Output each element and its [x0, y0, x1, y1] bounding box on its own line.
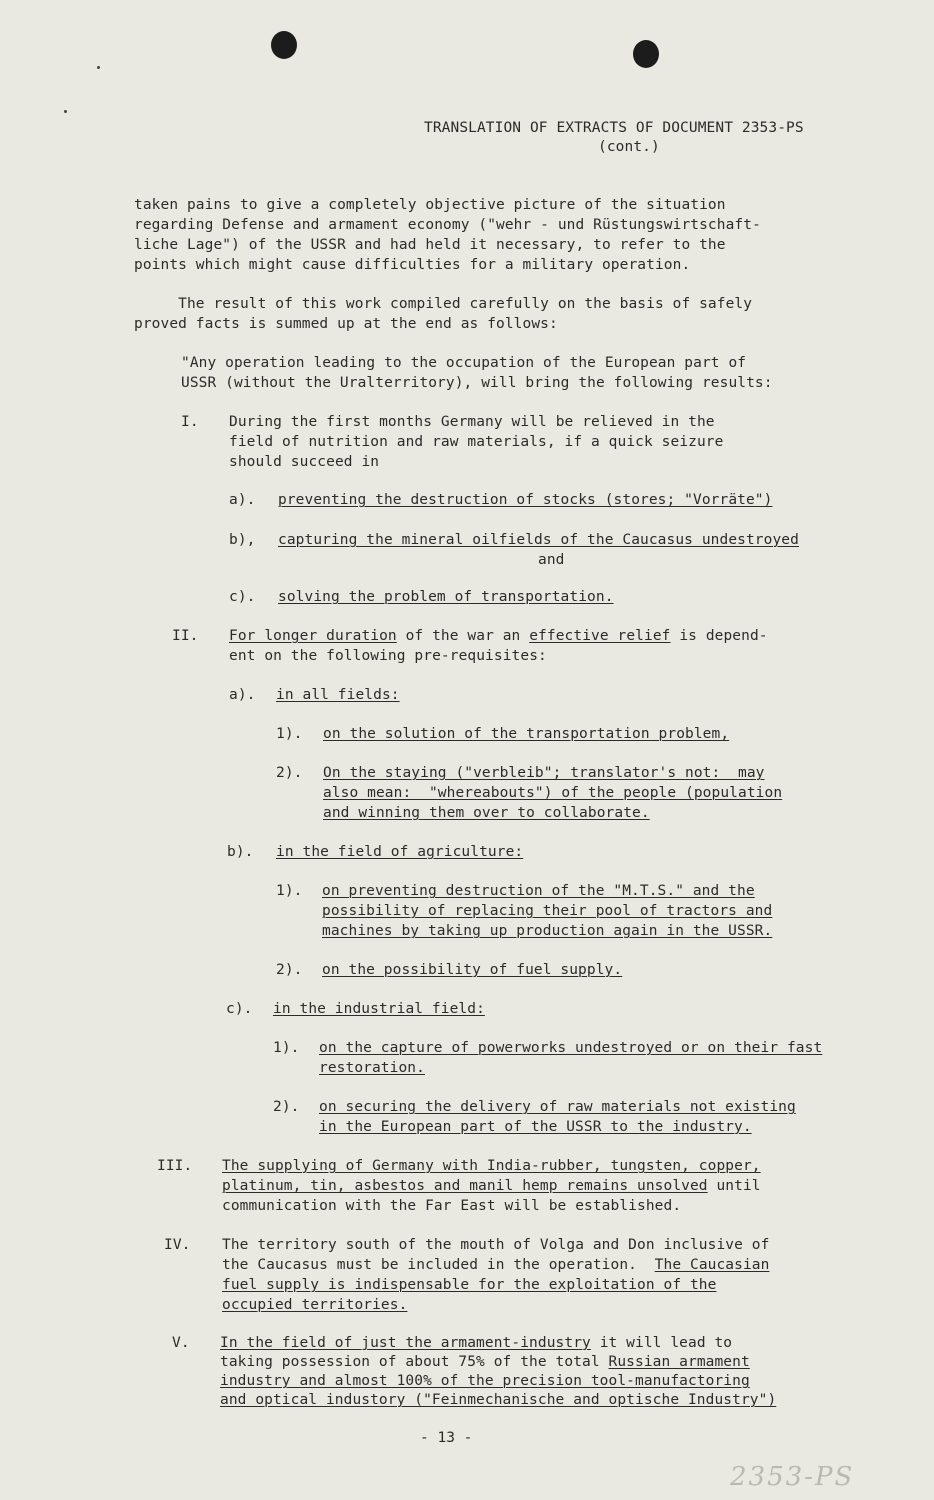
punch-hole-left — [271, 31, 297, 59]
subitem-text: and winning them over to collaborate. — [323, 805, 650, 821]
item-text: capturing the mineral oilfields of the Caucasus undestroyed — [278, 532, 799, 548]
section-text: and optical industory ("Feinmechanische and optische Industry") — [220, 1392, 777, 1408]
item-label: c). — [229, 589, 256, 605]
subitem-label: 2). — [276, 765, 303, 781]
section-text: The territory south of the mouth of Volga and Don inclusive of — [222, 1237, 770, 1253]
section-text — [222, 1255, 769, 1275]
item-text: in the industrial field: — [273, 1001, 485, 1017]
section-text: occupied territories. — [222, 1297, 408, 1313]
paper-speck — [64, 110, 67, 113]
intro-line: liche Lage") of the USSR and had held it necessary, to refer to the — [134, 237, 726, 253]
paper-speck — [97, 66, 100, 69]
subitem-text: On the staying ("verbleib"; translator's not: may — [323, 765, 765, 781]
section-text: fuel supply is indispensable for the exploitation of the — [222, 1277, 717, 1293]
subitem-text: in the European part of the USSR to the industry. — [319, 1119, 752, 1135]
section-number: V. — [172, 1335, 190, 1351]
punch-hole-right — [633, 40, 659, 68]
section-number: III. — [157, 1158, 193, 1174]
underlined-phrase: The Caucasian — [654, 1257, 770, 1273]
section-text — [220, 1333, 732, 1353]
subitem-text: on the capture of powerworks undestroyed or on their fast — [319, 1040, 823, 1056]
subitem-text: possibility of replacing their pool of tractors and — [322, 903, 773, 919]
quote-line: USSR (without the Uralterritory), will bring the following results: — [181, 375, 773, 391]
plain-phrase: the Caucasus must be included in the operation. — [222, 1257, 655, 1273]
subitem-text: restoration. — [319, 1060, 425, 1076]
subitem-text: on the solution of the transportation problem, — [323, 726, 730, 742]
item-text: in the field of agriculture: — [276, 844, 524, 860]
intro-line: regarding Defense and armament economy ("wehr - und Rüstungswirtschaft- — [134, 217, 761, 233]
subitem-text: on preventing destruction of the "M.T.S." and the — [322, 883, 755, 899]
plain-phrase: taking possession of about 75% of the total — [220, 1354, 609, 1370]
section-text: During the first months Germany will be relieved in the — [229, 414, 715, 430]
item-label: a). — [229, 492, 256, 508]
section-text — [220, 1352, 750, 1372]
document-stamp: 2353-PS — [730, 1462, 855, 1492]
plain-phrase: until — [707, 1178, 761, 1194]
document-subtitle: (cont.) — [598, 139, 660, 155]
subitem-label: 1). — [276, 726, 303, 742]
item-label: a). — [229, 687, 256, 703]
subitem-label: 1). — [276, 883, 303, 899]
subitem-text: on the possibility of fuel supply. — [322, 962, 623, 978]
section-text: ent on the following pre-requisites: — [229, 648, 547, 664]
subitem-label: 2). — [273, 1099, 300, 1115]
subitem-text: machines by taking up production again in the USSR. — [322, 923, 773, 939]
item-conjunction: and — [538, 552, 565, 568]
section-text: The supplying of Germany with India-rubber, tungsten, copper, — [222, 1158, 761, 1174]
item-label: b). — [227, 844, 254, 860]
document-title: TRANSLATION OF EXTRACTS OF DOCUMENT 2353-PS — [424, 120, 804, 136]
section-number: II. — [172, 628, 199, 644]
item-text: solving the problem of transportation. — [278, 589, 614, 605]
subitem-label: 2). — [276, 962, 303, 978]
plain-phrase: is depend- — [670, 628, 768, 644]
intro-line: points which might cause difficulties for a military operation. — [134, 257, 691, 273]
result-paragraph-line: The result of this work compiled carefully on the basis of safely — [134, 296, 753, 312]
section-text: field of nutrition and raw materials, if a quick seizure — [229, 434, 724, 450]
section-text: communication with the Far East will be established. — [222, 1198, 682, 1214]
underlined-phrase: platinum, tin, asbestos and manil hemp remains unsolved — [222, 1178, 708, 1194]
underlined-phrase: Russian armament — [608, 1354, 750, 1370]
page-number: - 13 - — [420, 1430, 473, 1446]
section-number: IV. — [164, 1237, 191, 1253]
plain-phrase: of the war an — [396, 628, 530, 644]
item-label: b), — [229, 532, 256, 548]
intro-line: taken pains to give a completely objective picture of the situation — [134, 197, 726, 213]
underlined-phrase: For longer duration — [229, 628, 397, 644]
item-text: preventing the destruction of stocks (stores; "Vorräte") — [278, 492, 773, 508]
result-paragraph-line: proved facts is summed up at the end as follows: — [134, 316, 558, 332]
section-text — [229, 626, 768, 646]
section-text: should succeed in — [229, 454, 380, 470]
item-text: in all fields: — [276, 687, 400, 703]
underlined-phrase: In the field of just the armament-industry — [220, 1335, 591, 1351]
underlined-phrase: effective relief — [529, 628, 671, 644]
subitem-text: on securing the delivery of raw materials not existing — [319, 1099, 796, 1115]
subitem-text: also mean: "whereabouts") of the people (population — [323, 785, 783, 801]
subitem-label: 1). — [273, 1040, 300, 1056]
section-text — [222, 1176, 761, 1196]
plain-phrase: it will lead to — [590, 1335, 733, 1351]
item-label: c). — [226, 1001, 253, 1017]
section-text: industry and almost 100% of the precision tool-manufactoring — [220, 1373, 750, 1389]
quote-line: "Any operation leading to the occupation of the European part of — [181, 355, 747, 371]
section-number: I. — [181, 414, 199, 430]
